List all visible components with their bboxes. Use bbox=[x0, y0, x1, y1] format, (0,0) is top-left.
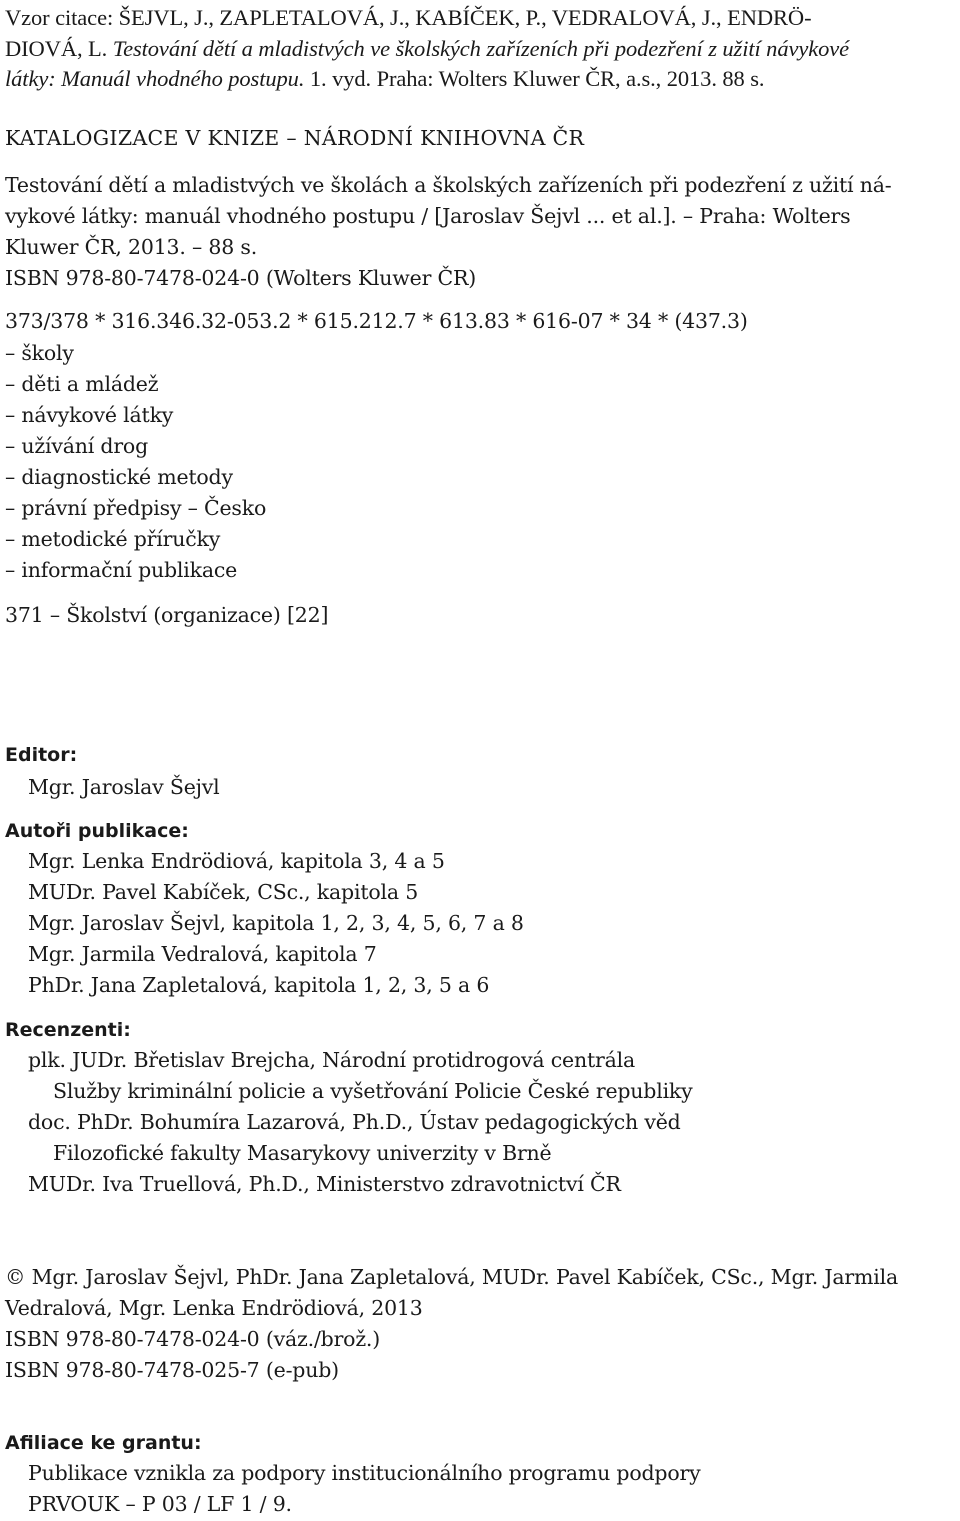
citation-title-part-2: látky: Manuál vhodného postupu. bbox=[5, 66, 305, 91]
author-item: Mgr. Lenka Endrödiová, kapitola 3, 4 a 5 bbox=[28, 849, 445, 873]
catalog-line-1: Testování dětí a mladistvých ve školách a školských zařízeních při podezření z užití ná- bbox=[5, 173, 892, 197]
citation-block bbox=[5, 3, 955, 95]
citation-publisher: 1. vyd. Praha: Wolters Kluwer ČR, a.s., 2013. 88 s. bbox=[304, 66, 765, 91]
keyword-item: – užívání drog bbox=[5, 434, 148, 458]
citation-title-part-1: Testování dětí a mladistvých ve školských zařízeních při podezření z užití návykové bbox=[112, 35, 850, 61]
author-item: PhDr. Jana Zapletalová, kapitola 1, 2, 3, 5 a 6 bbox=[28, 973, 490, 997]
copyright-line-2: Vedralová, Mgr. Lenka Endrödiová, 2013 bbox=[5, 1296, 423, 1320]
isbn-print: ISBN 978-80-7478-024-0 (váz./brož.) bbox=[5, 1327, 381, 1351]
grant-line-1: Publikace vznikla za podpory institucionálního programu podpory bbox=[28, 1461, 701, 1485]
grant-section bbox=[5, 1428, 955, 1520]
udc-line: 373/378 * 316.346.32-053.2 * 615.212.7 * 613.83 * 616-07 * 34 * (437.3) bbox=[5, 309, 748, 333]
citation-line-3 bbox=[5, 64, 955, 95]
keyword-item: – právní předpisy – Česko bbox=[5, 496, 267, 520]
isbn-epub: ISBN 978-80-7478-025-7 (e-pub) bbox=[5, 1358, 339, 1382]
grant-label: Afiliace ke grantu: bbox=[5, 1432, 202, 1454]
authors-label: Autoři publikace: bbox=[5, 820, 189, 842]
copyright-section bbox=[5, 1262, 955, 1386]
reviewers-section bbox=[5, 1015, 955, 1200]
author-item: Mgr. Jarmila Vedralová, kapitola 7 bbox=[28, 942, 377, 966]
keyword-item: – školy bbox=[5, 341, 74, 365]
catalog-line-2: vykové látky: manuál vhodného postupu / [Jaroslav Šejvl ... et al.]. – Praha: Wolters bbox=[5, 204, 851, 228]
reviewer-3: MUDr. Iva Truellová, Ph.D., Ministerstvo zdravotnictví ČR bbox=[28, 1172, 621, 1196]
reviewers-label: Recenzenti: bbox=[5, 1019, 131, 1041]
reviewer-2-affiliation: Filozofické fakulty Masarykovy univerzity v Brně bbox=[53, 1141, 552, 1165]
citation-line-1: Vzor citace: ŠEJVL, J., ZAPLETALOVÁ, J., KABÍČEK, P., VEDRALOVÁ, J., ENDRÖ- bbox=[5, 5, 812, 30]
editor-label: Editor: bbox=[5, 744, 78, 766]
reviewer-2: doc. PhDr. Bohumíra Lazarová, Ph.D., Ústav pedagogických věd bbox=[28, 1110, 681, 1134]
reviewer-1: plk. JUDr. Břetislav Brejcha, Národní protidrogová centrála bbox=[28, 1048, 635, 1072]
catalog-isbn: ISBN 978-80-7478-024-0 (Wolters Kluwer ČR) bbox=[5, 266, 477, 290]
keyword-item: – informační publikace bbox=[5, 558, 238, 582]
grant-line-2: PRVOUK – P 03 / LF 1 / 9. bbox=[28, 1492, 292, 1516]
citation-line-2 bbox=[5, 34, 955, 65]
editor-name: Mgr. Jaroslav Šejvl bbox=[28, 775, 220, 799]
authors-section bbox=[5, 816, 955, 1001]
catalog-title: KATALOGIZACE V KNIZE – NÁRODNÍ KNIHOVNA ČR bbox=[5, 126, 585, 150]
keyword-item: – děti a mládež bbox=[5, 372, 159, 396]
keyword-item: – návykové látky bbox=[5, 403, 174, 427]
editor-section bbox=[5, 740, 955, 803]
author-item: Mgr. Jaroslav Šejvl, kapitola 1, 2, 3, 4, 5, 6, 7 a 8 bbox=[28, 911, 524, 935]
classification-line: 371 – Školství (organizace) [22] bbox=[5, 603, 329, 627]
catalog-line-3: Kluwer ČR, 2013. – 88 s. bbox=[5, 235, 258, 259]
keyword-list bbox=[5, 338, 266, 586]
reviewer-1-affiliation: Služby kriminální policie a vyšetřování Policie České republiky bbox=[53, 1079, 693, 1103]
keyword-item: – metodické příručky bbox=[5, 527, 221, 551]
citation-authors-end: DIOVÁ, L. bbox=[5, 35, 113, 61]
catalog-record bbox=[5, 170, 955, 294]
keyword-item: – diagnostické metody bbox=[5, 465, 233, 489]
copyright-line-1: © Mgr. Jaroslav Šejvl, PhDr. Jana Zapletalová, MUDr. Pavel Kabíček, CSc., Mgr. Jarmila bbox=[5, 1265, 898, 1289]
author-item: MUDr. Pavel Kabíček, CSc., kapitola 5 bbox=[28, 880, 419, 904]
